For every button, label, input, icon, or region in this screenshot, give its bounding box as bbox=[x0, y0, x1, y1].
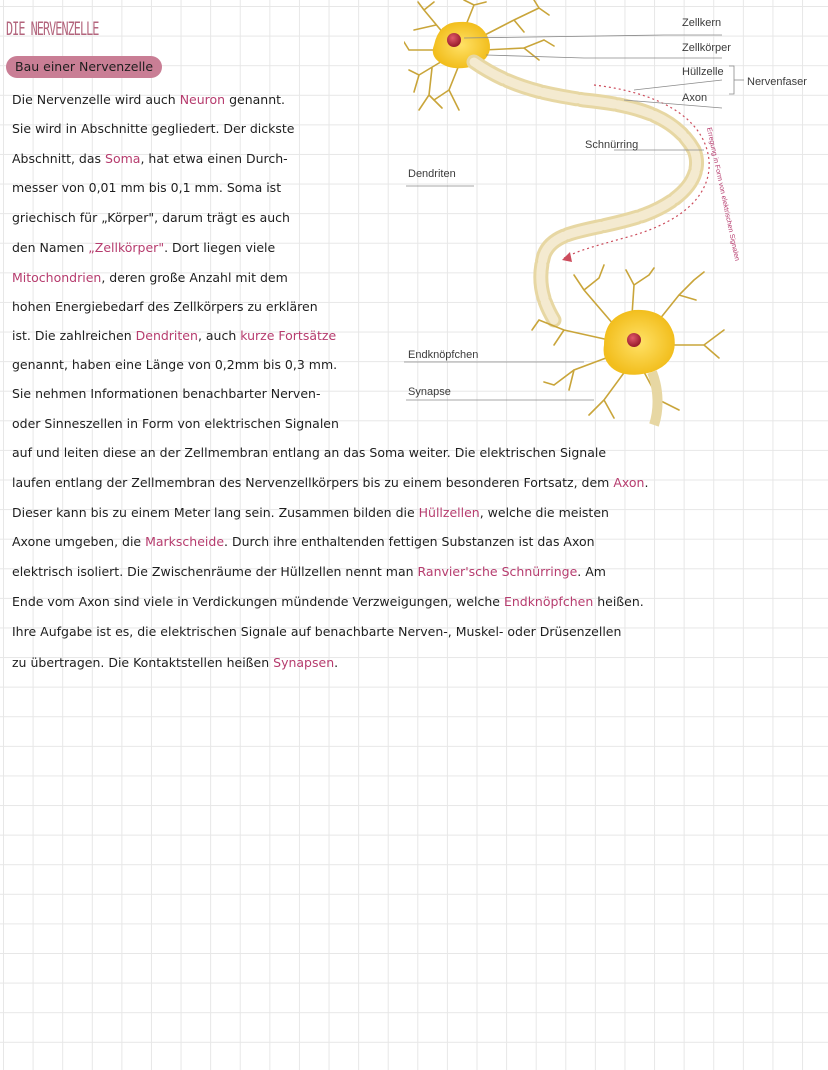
text-segment: Dieser kann bis zu einem Meter lang sein. Zusammen bilden die bbox=[12, 505, 419, 520]
text-segment: den Namen bbox=[12, 240, 89, 255]
text-segment: messer von 0,01 mm bis 0,1 mm. Soma ist bbox=[12, 180, 282, 195]
signal-direction-label: Erregung in Form von elektrischen Signalen bbox=[705, 126, 741, 262]
highlight-term: Markscheide bbox=[145, 534, 225, 549]
text-line bbox=[12, 416, 339, 432]
text-segment: , deren große Anzahl mit dem bbox=[101, 270, 288, 285]
text-segment: Ihre Aufgabe ist es, die elektrischen Signale auf benachbarte Nerven-, Muskel- oder Drüsenzellen bbox=[12, 624, 622, 639]
text-segment: genannt. bbox=[225, 92, 286, 107]
text-line bbox=[12, 180, 281, 196]
text-segment: zu übertragen. Die Kontaktstellen heißen bbox=[12, 655, 274, 670]
text-line bbox=[12, 151, 288, 167]
text-segment: Die Nervenzelle wird auch bbox=[12, 92, 180, 107]
text-line bbox=[12, 299, 318, 315]
text-line bbox=[12, 655, 338, 671]
label-axon: Axon bbox=[682, 92, 708, 104]
highlight-term: Dendriten bbox=[135, 328, 198, 343]
highlight-term: Neuron bbox=[179, 92, 226, 107]
text-line bbox=[12, 210, 290, 226]
text-line bbox=[12, 445, 606, 461]
text-segment: Axone umgeben, die bbox=[12, 534, 146, 549]
text-segment: Sie wird in Abschnitte gegliedert. Der dickste bbox=[12, 121, 295, 136]
text-segment: ist. Die zahlreichen bbox=[12, 328, 136, 343]
text-segment: . bbox=[334, 655, 339, 670]
text-line bbox=[12, 328, 336, 344]
highlight-term: Ranvier'sche Schnürringe bbox=[417, 564, 578, 579]
text-line bbox=[12, 534, 595, 550]
label-synapse: Synapse bbox=[408, 386, 451, 398]
text-line bbox=[12, 475, 648, 491]
top-nucleus bbox=[447, 33, 461, 47]
text-line bbox=[12, 505, 609, 521]
text-line bbox=[12, 386, 320, 402]
text-line bbox=[12, 594, 644, 610]
text-line bbox=[12, 92, 285, 108]
text-segment: griechisch für „Körper", darum trägt es auch bbox=[12, 210, 290, 225]
text-segment: . bbox=[644, 475, 649, 490]
text-segment: , welche die meisten bbox=[479, 505, 609, 520]
text-line bbox=[12, 624, 621, 640]
text-line bbox=[12, 121, 294, 137]
text-segment: elektrisch isoliert. Die Zwischenräume der Hüllzellen nennt man bbox=[12, 564, 418, 579]
text-line bbox=[12, 240, 275, 256]
text-segment: . Dort liegen viele bbox=[164, 240, 276, 255]
highlight-term: Soma bbox=[105, 151, 141, 166]
highlight-term: kurze Fortsätze bbox=[240, 328, 337, 343]
axon-tail bbox=[652, 372, 658, 425]
label-dendriten: Dendriten bbox=[408, 168, 456, 180]
text-segment: heißen. bbox=[593, 594, 644, 609]
label-schnuerring: Schnürring bbox=[585, 139, 639, 151]
label-zellkoerper: Zellkörper bbox=[682, 42, 731, 54]
highlight-term: Axon bbox=[613, 475, 645, 490]
highlight-term: „Zellkörper" bbox=[88, 240, 165, 255]
text-segment: Sie nehmen Informationen benachbarter Nerven- bbox=[12, 386, 321, 401]
axon bbox=[474, 62, 697, 320]
neuron-diagram bbox=[404, 0, 828, 430]
text-segment: , auch bbox=[197, 328, 241, 343]
text-line bbox=[12, 564, 606, 580]
highlight-term: Hüllzellen bbox=[418, 505, 480, 520]
text-segment: laufen entlang der Zellmembran des Nervenzellkörpers bis zu einem besonderen Fortsatz, dem bbox=[12, 475, 614, 490]
text-segment: . Durch ihre enthaltenden fettigen Substanzen ist das Axon bbox=[224, 534, 595, 549]
highlight-term: Mitochondrien bbox=[12, 270, 102, 285]
page-title: DIE NERVENZELLE bbox=[6, 18, 99, 40]
text-segment: Ende vom Axon sind viele in Verdickungen mündende Verzweigungen, welche bbox=[12, 594, 504, 609]
label-endknoepfchen: Endknöpfchen bbox=[408, 349, 479, 361]
highlight-term: Endknöpfchen bbox=[503, 594, 594, 609]
text-segment: oder Sinneszellen in Form von elektrischen Signalen bbox=[12, 416, 339, 431]
text-line bbox=[12, 270, 288, 286]
label-nervenfaser: Nervenfaser bbox=[747, 76, 807, 88]
text-segment: auf und leiten diese an der Zellmembran entlang an das Soma weiter. Die elektrischen Signale bbox=[12, 445, 607, 460]
text-segment: , hat etwa einen Durch- bbox=[140, 151, 288, 166]
subtitle-badge: Bau einer Nervenzelle bbox=[6, 56, 162, 78]
text-segment: . Am bbox=[577, 564, 606, 579]
text-segment: genannt, haben eine Länge von 0,2mm bis 0,3 mm. bbox=[12, 357, 338, 372]
label-zellkern: Zellkern bbox=[682, 17, 722, 29]
text-line bbox=[12, 357, 337, 373]
text-segment: Abschnitt, das bbox=[12, 151, 106, 166]
label-huellzelle: Hüllzelle bbox=[682, 66, 724, 78]
highlight-term: Synapsen bbox=[273, 655, 335, 670]
bottom-nucleus bbox=[627, 333, 641, 347]
signal-arrow-head bbox=[562, 252, 572, 262]
text-segment: hohen Energiebedarf des Zellkörpers zu erklären bbox=[12, 299, 318, 314]
